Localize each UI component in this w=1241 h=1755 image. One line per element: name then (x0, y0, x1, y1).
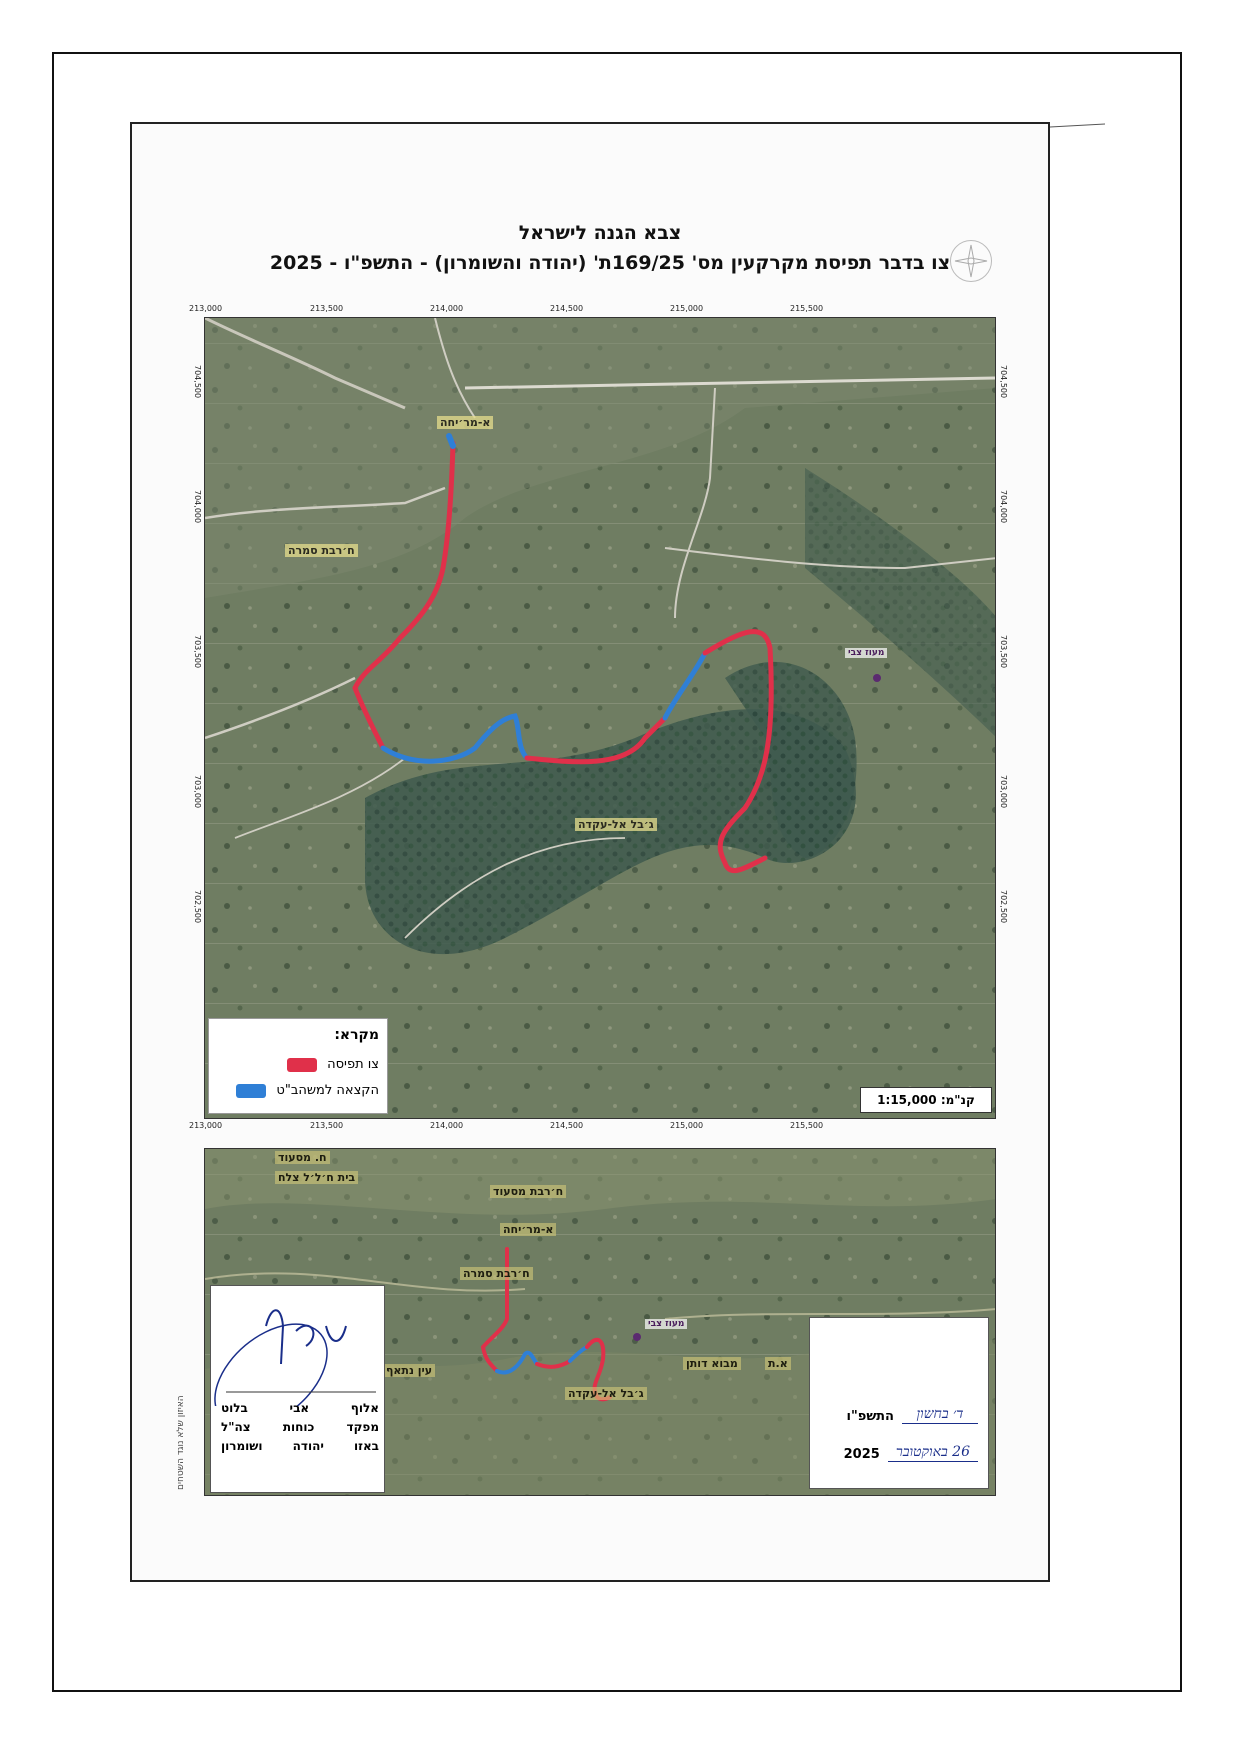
y-tick-label: 703,500 (193, 635, 202, 669)
map-legend (208, 1018, 388, 1114)
signatory-word: יהודה (292, 1439, 324, 1453)
inset-label-jabal-al-ukda: ג׳בל אל-עקדה (565, 1387, 647, 1400)
legend-title: מקרא: (334, 1027, 379, 1043)
signatory-word: מפקד (346, 1420, 379, 1434)
legend-swatch (236, 1084, 266, 1098)
inset-label-beit-hilel: בית ח׳ל׳ל צלח (275, 1171, 358, 1184)
signatory-word: בלוט (221, 1401, 248, 1415)
x-tick-label: 213,000 (189, 1121, 223, 1130)
legend-item-allocation (236, 1083, 379, 1098)
sheet-edge (1050, 124, 1105, 328)
label-khirbet-samra: ח׳רבת סמרה (285, 544, 358, 557)
compass-icon (950, 240, 992, 282)
x-tick-label: 214,500 (550, 1121, 584, 1130)
legend-label: הקצאה למשהב"ט (276, 1083, 379, 1098)
x-tick-label: 215,500 (790, 1121, 824, 1130)
inset-label-al-mariha: א-מר׳יחה (500, 1223, 556, 1236)
signatory-word: אבי (289, 1401, 310, 1415)
x-tick-label: 214,500 (550, 304, 584, 313)
y-tick-label: 703,000 (193, 775, 202, 809)
x-tick-label: 214,000 (430, 304, 464, 313)
y-tick-label: 703,000 (999, 775, 1008, 809)
x-tick-label: 215,500 (790, 304, 824, 313)
legend-item-order (287, 1057, 379, 1072)
x-tick-label: 213,500 (310, 1121, 344, 1130)
hebrew-date (847, 1406, 978, 1424)
y-tick-label: 704,500 (999, 365, 1008, 399)
hebrew-year: התשפ"ו (846, 1409, 894, 1424)
x-tick-label: 214,000 (430, 1121, 464, 1130)
label-al-mariha: א-מר׳יחה (437, 416, 493, 429)
main-map-imagery (205, 318, 996, 1119)
y-tick-label: 704,000 (999, 490, 1008, 524)
y-tick-label: 704,000 (193, 490, 202, 524)
signatory-word: כוחות (282, 1420, 315, 1434)
inset-label-t-masud: ח. מסעוד (275, 1151, 330, 1164)
gregorian-date (844, 1444, 978, 1462)
x-tick-label: 215,000 (670, 1121, 704, 1130)
main-map[interactable] (204, 317, 996, 1119)
gregorian-day: 26 באוקטובר (888, 1444, 978, 1462)
date-block (809, 1317, 989, 1489)
y-tick-label: 703,500 (999, 635, 1008, 669)
inset-label-mevo-dotan: מבוא דותן (683, 1357, 741, 1370)
gregorian-year: 2025 (843, 1447, 880, 1462)
signatory-details (221, 1399, 379, 1456)
signature-block (210, 1285, 385, 1493)
scale-label: קנ"מ: 1:15,000 (860, 1087, 992, 1113)
signatory-word: צה"ל (221, 1420, 251, 1434)
inset-label-ein-natuf: עין נתאף (383, 1364, 435, 1377)
x-tick-label: 213,000 (189, 304, 223, 313)
header-org: צבא הגנה לישראל (518, 222, 682, 244)
y-tick-label: 704,500 (193, 365, 202, 399)
inset-label-khirbet-samra: ח׳רבת סמרה (460, 1267, 533, 1280)
signatory-row (221, 1399, 379, 1418)
signatory-row (221, 1437, 379, 1456)
header-order-title: צו בדבר תפיסת מקרקעין מס' 169/25ת' (יהודה והשומרון) - התשפ"ו - 2025 (269, 252, 951, 274)
label-jabal-al-ukda: ג׳בל אל-עקדה (575, 818, 657, 831)
allocation-line-north (449, 436, 453, 446)
y-tick-label: 702,500 (193, 890, 202, 924)
signature-icon (211, 1286, 386, 1406)
side-note: האיזון שלא נוגד השטחים (176, 1395, 186, 1490)
x-tick-label: 215,000 (670, 304, 704, 313)
x-tick-label: 213,500 (310, 304, 344, 313)
inset-label-ah: א.ת (765, 1357, 791, 1370)
signatory-row (221, 1418, 379, 1437)
signatory-word: ושומרון (221, 1439, 263, 1453)
settlement-marker (873, 674, 881, 682)
inset-label-khirbet-masud: ח׳רבת מסעוד (490, 1185, 566, 1198)
legend-label: צו תפיסה (327, 1057, 379, 1072)
y-tick-label: 702,500 (999, 890, 1008, 924)
signatory-word: באזו (354, 1439, 379, 1453)
hebrew-day: ד׳ בחשון (902, 1406, 978, 1424)
inset-label-maoz-tzvi: מעוז צבי (645, 1319, 687, 1329)
signatory-word: אלוף (350, 1401, 379, 1415)
legend-swatch (287, 1058, 317, 1072)
label-maoz-tzvi: מעוז צבי (845, 648, 887, 658)
